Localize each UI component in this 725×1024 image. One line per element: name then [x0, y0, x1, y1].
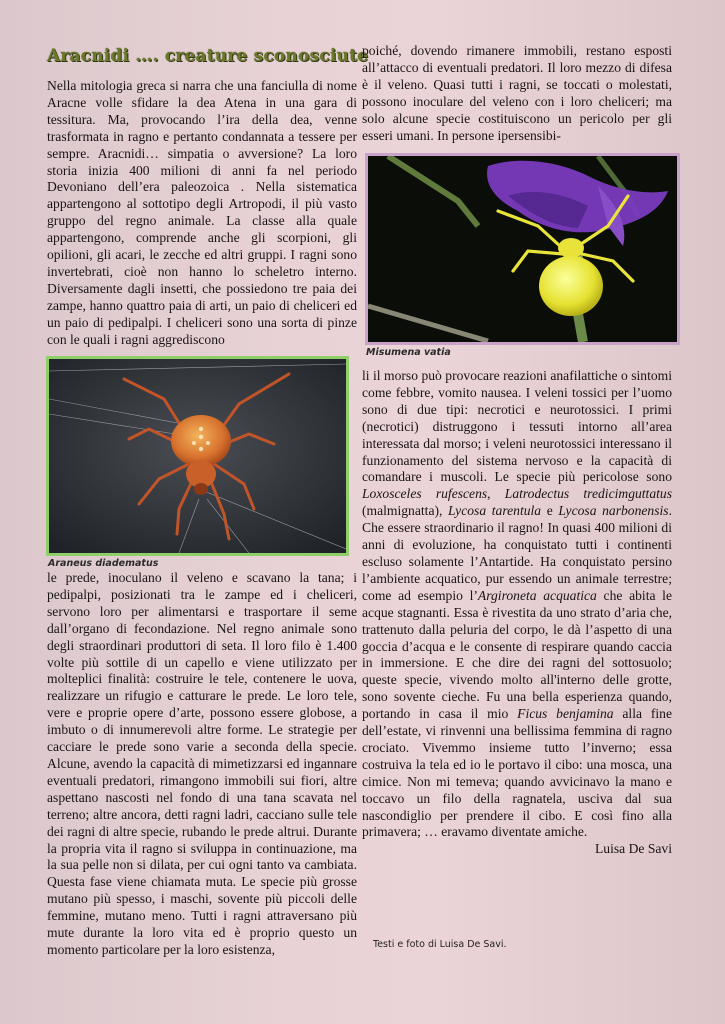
- plant-name: Ficus benjamina: [517, 706, 614, 722]
- author-signature: Luisa De Savi: [594, 841, 672, 857]
- right-column-bottom: [362, 368, 672, 858]
- misumena-photo: [365, 153, 680, 345]
- paragraph-intro: Nella mitologia greca si narra che una fanciulla di nome Aracne volle sfidare la dea Atena in una gara di tessitura. Ma, provocando l’ira della dea, venne trasformata in ragno e pertanto condannata a tessere per sempre. Aracnidi… simpatia o avversione? La loro storia inizia 400 milioni di anni fa nel periodo Devoniano dell’era paleozoica . Nella sistematica appartengono al sottotipo degli Artropodi, il più vasto gruppo del regno animale. La classe alla quale appartengono, comprende anche gli scorpioni, gli opilioni, gli acari, le zecche ed altri gruppi. I ragni sono invertebrati, cioè non hanno lo scheletro interno. Diversamente dagli insetti, che possiedono tre paia dei zampe, hanno quattro paia di arti, un paio di cheliceri ed un paio di pedipalpi. I cheliceri sono una sorta di pinze con le quali i ragni aggrediscono: [47, 78, 357, 347]
- araneus-caption: Araneus diadematus: [48, 558, 159, 569]
- right-column-top: [362, 43, 672, 144]
- species-name: Loxosceles rufescens: [362, 486, 488, 502]
- species-name: Argironeta acquatica: [477, 587, 597, 603]
- photo-credit: Testi e foto di Luisa De Savi.: [373, 939, 507, 950]
- species-name: Latrodectus tredicimguttatus: [504, 486, 672, 502]
- species-name: Lycosa tarentula: [448, 503, 542, 519]
- paragraph-evolution: li il morso può provocare reazioni anafilattiche o sintomi come febbre, vomito nausea. I veleni tossici per l’uomo sono di due tipi: necrotici e neurotossici. I primi (necrotici) distruggono i tessuti intorno all’area interessata dal morso; i veleni neurotossici interessano il funzionamento del sistema nervoso e la capacità di comandare i muscoli. Le specie più pericolose sono Loxosceles rufescens, Latrodectus tredicimguttatus (malmignatta), Lycosa tarentula e Lycosa narbonensis. Che essere straordinario il ragno! In quasi 400 milioni di anni di evoluzione, ha conquistato tutti i continenti escluso solamente l’Antartide. Ha conquistato persino l’ambiente acquatico, pur essendo un animale terrestre; come ad esempio l’Argironeta acquatica che abita le acque stagnanti. Essa è rivestita da uno strato d’aria che, trattenuto dalla peluria del corpo, le dà l’aspetto di una goccia d’acqua e le consente di respirare quando caccia in immersione. E che dire dei ragni del sottosuolo; queste specie, vivendo molto all'interno delle grotte, sono sovente cieche. Fu una bella esperienza quando, portando in casa il mio Ficus benjamina alla fine dell’estate, vi rinvenni una bellissima femmina di ragno crociato. Vivemmo insieme tutto l’inverno; essa costruiva la tela ed io le portavo il cibo: una mosca, una cimice. Non mi temeva; quando avvicinavo la mano e toccavo un filo della ragnatela, usciva dal sua nascondiglio per prendere il cibo. E così fino alla primavera; … eravamo diventate amiche.: [362, 368, 672, 840]
- article-title: Aracnidi …. creature sconosciute: [47, 46, 369, 66]
- paragraph-venom: poiché, dovendo rimanere immobili, restano esposti all’attacco di eventuali predatori. Il loro mezzo di difesa è il veleno. Quasi tutti i ragni, se toccati o molestati, possono inoculare del veleno con i loro cheliceri; ma solo alcune specie costituiscono un pericolo per gli esseri umani. In persone ipersensibi-: [362, 43, 672, 143]
- araneus-photo: [46, 356, 349, 556]
- misumena-caption: Misumena vatia: [366, 347, 451, 358]
- species-name: Lycosa narbonensis: [558, 503, 669, 519]
- left-column-bottom: [47, 570, 357, 959]
- left-column-top: [47, 78, 357, 349]
- paragraph-silk: le prede, inoculano il veleno e scavano la tana; i pedipalpi, posizionati tra le zampe ed i cheliceri, servono loro per alimentarsi e trasportare il seme dall’organo di fecondazione. Nel regno animale sono degli straordinari produttori di seta. Il loro filo è 1.400 volte più sottile di un capello e viene utilizzato per molteplici finalità: costruire le tele, contenere le uova, realizzare un rifugio e catturare le prede. Le loro tele, vere e proprie opere d’arte, possono essere globose, a imbuto o di innumerevoli altre forme. Le strategie per cacciare le prede sono varie a seconda della specie. Alcune, avendo la capacità di mimetizzarsi ed ingannare eventuali predatori, rimangono immobili sui fiori, altre aspettano nascosti nel fondo di una tana scavata nel terreno; altre ancora, detti ragni ladri, cacciano sulle tele dei ragni di altre specie, rubando le prede altrui. Durante la propria vita il ragno si sviluppa in continuazione, ma la sua pelle non si dilata, per cui ogni tanto va cambiata. Questa fase viene chiamata muta. Le specie più grosse mutano più spesso, i maschi, sovente più piccoli delle femmine, mutano meno. Tutti i ragni attraversano più mute durante la loro vita ed è proprio questo un momento particolare per la loro esistenza,: [47, 570, 357, 957]
